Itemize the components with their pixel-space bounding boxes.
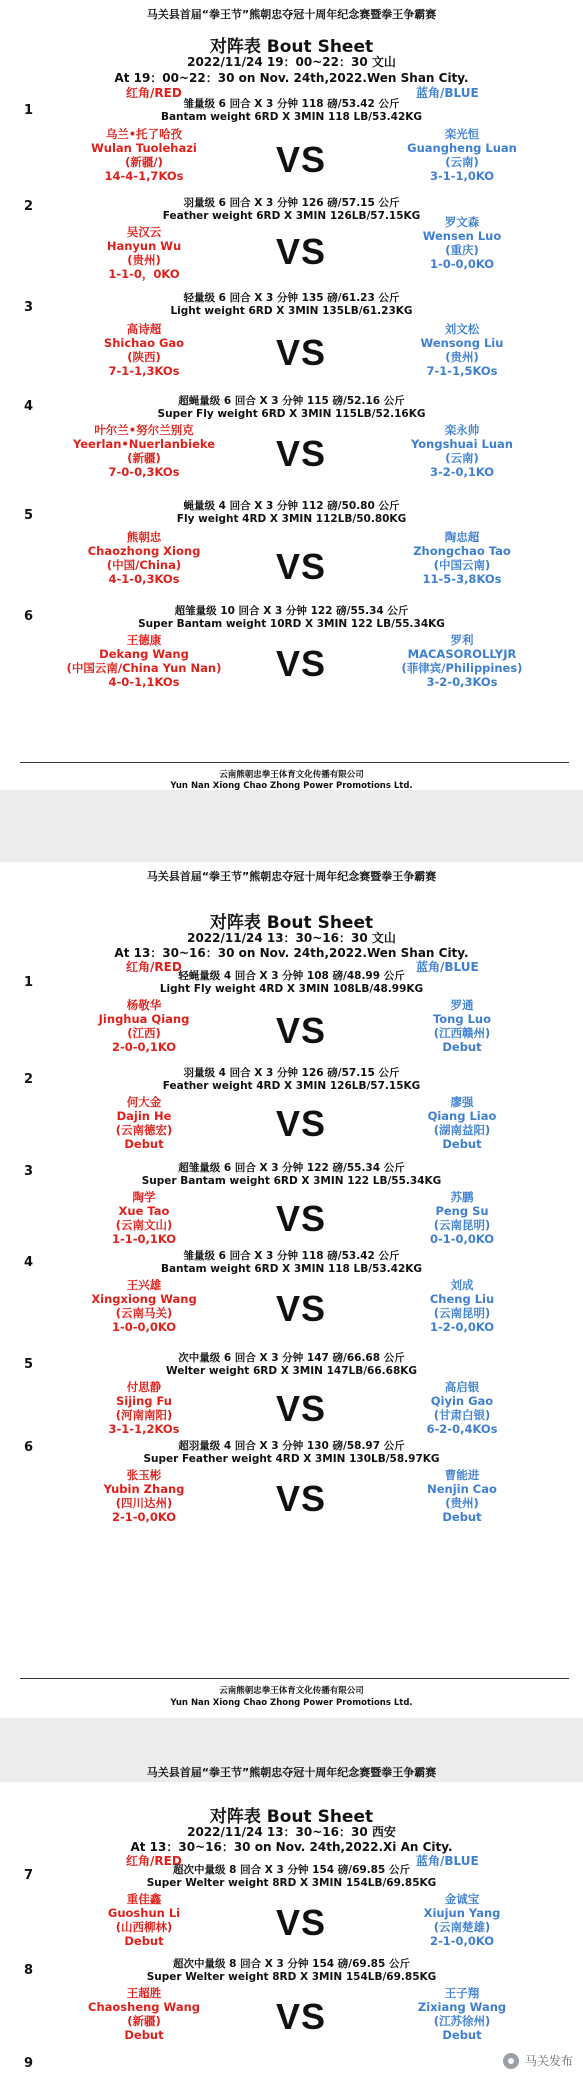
bout xyxy=(0,1250,583,1350)
fighter-record: 2-1-0,0KO xyxy=(429,1934,495,1948)
fighter-record: 4-0-1,1KOs xyxy=(108,675,180,689)
weight-class-cn: 轻量级 6 回合 X 3 分钟 135 磅/61.23 公斤 xyxy=(183,292,400,304)
fighter-name-cn: 苏鹏 xyxy=(450,1190,474,1204)
blue-fighter xyxy=(362,1095,562,1151)
fighter-record: Debut xyxy=(442,1137,482,1151)
fighter-name-cn: 王兴雄 xyxy=(126,1278,162,1292)
weight-class-cn: 蝇量级 4 回合 X 3 分钟 112 磅/50.80 公斤 xyxy=(183,500,400,512)
bout xyxy=(0,1067,583,1167)
vs-label: VS xyxy=(275,1902,327,1943)
fighter-name-en: Chaozhong Xiong xyxy=(87,544,201,558)
blue-fighter xyxy=(362,998,562,1054)
fighter-record: 3-2-0,3KOs xyxy=(426,675,498,689)
fighter-origin: (云南马关) xyxy=(115,1306,173,1320)
bout xyxy=(0,1864,583,1964)
blue-fighter xyxy=(362,1190,562,1246)
fighter-record: 3-1-1,2KOs xyxy=(108,1422,180,1436)
fighter-origin: (山西柳林) xyxy=(115,1920,173,1934)
sheet-title: 对阵表 Bout Sheet xyxy=(209,913,374,933)
vs-label: VS xyxy=(275,1388,327,1429)
blue-fighter xyxy=(362,1892,562,1948)
fighter-name-cn: 栾光恒 xyxy=(444,127,480,141)
weight-class-en: Welter weight 6RD X 3MIN 147LB/66.68KG xyxy=(165,1365,418,1377)
fighter-name-cn: 王德康 xyxy=(126,633,162,647)
vs-label: VS xyxy=(275,1010,327,1051)
date-line: 2022/11/24 19：00~22：30 文山 xyxy=(187,55,396,69)
blue-fighter xyxy=(362,423,562,479)
red-fighter xyxy=(44,1380,244,1436)
fighter-origin: (中国/China) xyxy=(106,558,182,572)
fighter-name-cn: 罗文森 xyxy=(444,215,480,229)
bout-number: 6 xyxy=(24,1440,34,1455)
vs-label: VS xyxy=(275,332,327,373)
vs-label: VS xyxy=(275,1996,327,2037)
weight-class-en: Feather weight 4RD X 3MIN 126LB/57.15KG xyxy=(162,1080,421,1092)
red-fighter xyxy=(44,633,244,689)
fighter-name-en: Wensen Luo xyxy=(422,229,502,243)
fighter-origin: (四川达州) xyxy=(115,1496,173,1510)
fighter-record: 7-1-1,5KOs xyxy=(426,364,498,378)
weight-class-cn: 超蝇量级 6 回合 X 3 分钟 115 磅/52.16 公斤 xyxy=(178,395,405,407)
fighter-record: 2-0-0,1KO xyxy=(111,1040,177,1054)
event-header: 马关县首届“拳王节”熊朝忠夺冠十周年纪念赛暨拳王争霸赛 xyxy=(146,1766,437,1779)
red-fighter xyxy=(44,1986,244,2042)
weight-class-cn: 羽量级 6 回合 X 3 分钟 126 磅/57.15 公斤 xyxy=(183,197,400,209)
vs-label: VS xyxy=(275,1478,327,1519)
fighter-origin: (新疆/) xyxy=(125,155,163,169)
date-line: 2022/11/24 13：30~16：30 西安 xyxy=(187,1825,396,1839)
fighter-name-en: Chaosheng Wang xyxy=(88,2000,200,2014)
fighter-record: Debut xyxy=(124,1137,164,1151)
fighter-name-en: Xingxiong Wang xyxy=(91,1292,197,1306)
footer-company-en: Yun Nan Xiong Chao Zhong Power Promotions Ltd. xyxy=(170,1698,413,1708)
fighter-name-en: Dajin He xyxy=(116,1109,172,1123)
red-corner-label: 红角/RED xyxy=(126,86,182,100)
fighter-origin: (甘肃白银) xyxy=(433,1408,491,1422)
bout-number: 1 xyxy=(24,975,34,990)
fighter-record: 7-1-1,3KOs xyxy=(108,364,180,378)
bout xyxy=(0,1352,583,1452)
footer-company-cn: 云南熊朝忠拳王体育文化传播有限公司 xyxy=(219,1686,364,1696)
event-header: 马关县首届“拳王节”熊朝忠夺冠十周年纪念赛暨拳王争霸赛 xyxy=(146,8,437,21)
fighter-name-cn: 廖强 xyxy=(450,1095,474,1109)
weight-class-en: Super Fly weight 6RD X 3MIN 115LB/52.16KG xyxy=(157,408,426,420)
fighter-name-cn: 何大金 xyxy=(126,1095,162,1109)
fighter-name-cn: 陶忠超 xyxy=(444,530,480,544)
fighter-name-en: Shichao Gao xyxy=(103,336,185,350)
weight-class-cn: 超羽量级 4 回合 X 3 分钟 130 磅/58.97 公斤 xyxy=(178,1440,405,1452)
fighter-name-cn: 王超胜 xyxy=(126,1986,162,2000)
vs-label: VS xyxy=(275,231,327,272)
fighter-name-cn: 高诗超 xyxy=(126,322,162,336)
footer-company-cn: 云南熊朝忠拳王体育文化传播有限公司 xyxy=(219,770,364,780)
fighter-name-cn: 陶学 xyxy=(132,1190,156,1204)
red-corner-label: 红角/RED xyxy=(126,960,182,974)
bout xyxy=(0,395,583,495)
fighter-name-en: Wulan Tuolehazi xyxy=(91,141,197,155)
fighter-origin: (贵州) xyxy=(445,1496,479,1510)
fighter-name-en: Yubin Zhang xyxy=(103,1482,185,1496)
fighter-name-en: Zhongchao Tao xyxy=(413,544,511,558)
fighter-origin: (贵州) xyxy=(445,350,479,364)
blue-fighter xyxy=(362,1468,562,1524)
fighter-origin: (新疆) xyxy=(127,2014,161,2028)
fighter-origin: (云南昆明) xyxy=(433,1306,491,1320)
fighter-name-en: Nenjin Cao xyxy=(427,1482,497,1496)
weight-class-en: Light weight 6RD X 3MIN 135LB/61.23KG xyxy=(170,305,413,317)
fighter-origin: (云南昆明) xyxy=(433,1218,491,1232)
fighter-origin: (贵州) xyxy=(127,253,161,267)
fighter-name-en: Jinghua Qiang xyxy=(98,1012,190,1026)
fighter-name-en: Wensong Liu xyxy=(420,336,504,350)
time-line: At 13：30~16：30 on Nov. 24th,2022.Xi An City. xyxy=(130,1840,453,1854)
fighter-record: 1-2-0,0KO xyxy=(429,1320,495,1334)
sheet-divider xyxy=(0,790,583,862)
bout-number: 1 xyxy=(24,103,34,118)
red-fighter xyxy=(44,998,244,1054)
blue-fighter xyxy=(362,322,562,378)
bout-number: 6 xyxy=(24,609,34,624)
bout xyxy=(0,970,583,1070)
weight-class-cn: 雏量级 6 回合 X 3 分钟 118 磅/53.42 公斤 xyxy=(183,98,400,110)
fighter-name-en: Guoshun Li xyxy=(107,1906,181,1920)
fighter-record: Debut xyxy=(124,1934,164,1948)
fighter-name-cn: 乌兰•托了哈孜 xyxy=(105,127,183,141)
fighter-name-en: Sijing Fu xyxy=(115,1394,172,1408)
fighter-record: 1-1-0，0KO xyxy=(108,267,180,281)
fighter-name-cn: 付思静 xyxy=(126,1380,162,1394)
footer-company-en: Yun Nan Xiong Chao Zhong Power Promotions Ltd. xyxy=(170,781,413,791)
blue-fighter xyxy=(362,1278,562,1334)
weight-class-en: Super Welter weight 8RD X 3MIN 154LB/69.85KG xyxy=(146,1971,437,1983)
fighter-name-cn: 栾永帅 xyxy=(444,423,480,437)
bout xyxy=(0,500,583,600)
weight-class-en: Bantam weight 6RD X 3MIN 118 LB/53.42KG xyxy=(160,111,423,123)
weight-class-cn: 次中量级 6 回合 X 3 分钟 147 磅/66.68 公斤 xyxy=(178,1352,405,1364)
wechat-icon xyxy=(503,2053,519,2069)
blue-fighter xyxy=(362,1986,562,2042)
fighter-record: 1-0-0,0KO xyxy=(429,257,495,271)
fighter-origin: (陕西) xyxy=(127,350,161,364)
fighter-name-en: Tong Luo xyxy=(432,1012,492,1026)
fighter-name-cn: 刘成 xyxy=(450,1278,474,1292)
weight-class-en: Feather weight 6RD X 3MIN 126LB/57.15KG xyxy=(162,210,421,222)
fighter-record: 3-2-0,1KO xyxy=(429,465,495,479)
date-line: 2022/11/24 13：30~16：30 文山 xyxy=(187,931,396,945)
fighter-record: 2-1-0,0KO xyxy=(111,1510,177,1524)
fighter-record: 3-1-1,0KO xyxy=(429,169,495,183)
weight-class-en: Super Feather weight 4RD X 3MIN 130LB/58.97KG xyxy=(143,1453,440,1465)
blue-fighter xyxy=(362,633,562,689)
fighter-name-en: Xiujun Yang xyxy=(423,1906,501,1920)
red-fighter xyxy=(44,423,244,479)
fighter-name-en: MACASOROLLYJR xyxy=(407,647,517,661)
weight-class-en: Super Bantam weight 10RD X 3MIN 122 LB/55.34KG xyxy=(138,618,445,630)
vs-label: VS xyxy=(275,1103,327,1144)
fighter-record: 1-0-0,0KO xyxy=(111,1320,177,1334)
fighter-name-cn: 刘文松 xyxy=(444,322,480,336)
watermark xyxy=(503,2052,573,2069)
blue-fighter xyxy=(362,530,562,586)
red-corner-label: 红角/RED xyxy=(126,1854,182,1868)
fighter-name-cn: 杨敬华 xyxy=(126,998,162,1012)
weight-class-en: Fly weight 4RD X 3MIN 112LB/50.80KG xyxy=(176,513,407,525)
blue-fighter xyxy=(362,127,562,183)
weight-class-en: Super Bantam weight 6RD X 3MIN 122 LB/55.34KG xyxy=(141,1175,442,1187)
fighter-origin: (云南楚雄) xyxy=(433,1920,491,1934)
fighter-record: 7-0-0,3KOs xyxy=(108,465,180,479)
red-fighter xyxy=(44,127,244,183)
weight-class-cn: 羽量级 4 回合 X 3 分钟 126 磅/57.15 公斤 xyxy=(183,1067,400,1079)
fighter-origin: (中国云南) xyxy=(433,558,491,572)
fighter-origin: (江西) xyxy=(127,1026,161,1040)
weight-class-en: Light Fly weight 4RD X 3MIN 108LB/48.99KG xyxy=(159,983,424,995)
fighter-origin: (云南) xyxy=(445,155,479,169)
fighter-name-en: Cheng Liu xyxy=(429,1292,495,1306)
red-fighter xyxy=(44,1892,244,1948)
weight-class-cn: 轻蝇量级 4 回合 X 3 分钟 108 磅/48.99 公斤 xyxy=(178,970,405,982)
fighter-name-en: Zixiang Wang xyxy=(417,2000,507,2014)
fighter-name-en: Peng Su xyxy=(435,1204,489,1218)
fighter-name-cn: 曹能进 xyxy=(444,1468,480,1482)
fighter-name-en: Xue Tao xyxy=(118,1204,170,1218)
bout-number: 3 xyxy=(24,300,34,315)
fighter-origin: (新疆) xyxy=(127,451,161,465)
fighter-name-en: Dekang Wang xyxy=(99,647,189,661)
weight-class-cn: 超雏量级 6 回合 X 3 分钟 122 磅/55.34 公斤 xyxy=(178,1162,405,1174)
watermark-text: 马关发布 xyxy=(524,2054,573,2068)
bout xyxy=(0,1440,583,1540)
fighter-record: 14-4-1,7KOs xyxy=(104,169,184,183)
fighter-name-en: Qiang Liao xyxy=(427,1109,497,1123)
fighter-record: 6-2-0,4KOs xyxy=(426,1422,498,1436)
blue-corner-label: 蓝角/BLUE xyxy=(416,86,479,100)
bout xyxy=(0,292,583,392)
fighter-name-en: Guangheng Luan xyxy=(407,141,517,155)
fighter-name-cn: 罗通 xyxy=(450,998,474,1012)
red-fighter xyxy=(44,1190,244,1246)
fighter-name-cn: 高启银 xyxy=(444,1380,480,1394)
vs-label: VS xyxy=(275,643,327,684)
fighter-origin: (河南南阳) xyxy=(115,1408,173,1422)
red-fighter xyxy=(44,225,244,281)
bout-number: 2 xyxy=(24,1072,34,1087)
bout-number: 3 xyxy=(24,1164,34,1179)
fighter-origin: (重庆) xyxy=(445,243,479,257)
vs-label: VS xyxy=(275,433,327,474)
weight-class-en: Super Welter weight 8RD X 3MIN 154LB/69.85KG xyxy=(146,1877,437,1889)
fighter-name-cn: 王子翔 xyxy=(444,1986,480,2000)
fighter-record: 11-5-3,8KOs xyxy=(422,572,502,586)
red-fighter xyxy=(44,1468,244,1524)
fighter-name-cn: 罗利 xyxy=(450,633,474,647)
fighter-name-cn: 叶尔兰•努尔兰别克 xyxy=(94,423,194,437)
fighter-origin: (江苏徐州) xyxy=(433,2014,491,2028)
fighter-origin: (云南文山) xyxy=(115,1218,173,1232)
fighter-name-en: Yongshuai Luan xyxy=(411,437,513,451)
footer-rule xyxy=(20,1678,569,1679)
sheet-title: 对阵表 Bout Sheet xyxy=(209,1807,374,1827)
fighter-record: Debut xyxy=(442,1040,482,1054)
blue-fighter xyxy=(362,1380,562,1436)
vs-label: VS xyxy=(275,1288,327,1329)
bout-number: 7 xyxy=(24,1868,34,1883)
red-fighter xyxy=(44,1278,244,1334)
bout xyxy=(0,1958,583,2058)
fighter-name-cn: 吴汉云 xyxy=(126,225,162,239)
fighter-name-cn: 张玉彬 xyxy=(126,1468,162,1482)
fighter-origin: (云南德宏) xyxy=(115,1123,173,1137)
fighter-record: 1-1-0,1KO xyxy=(111,1232,177,1246)
sheet-title: 对阵表 Bout Sheet xyxy=(209,37,374,57)
bout-number: 2 xyxy=(24,199,34,214)
fighter-name-cn: 重佳鑫 xyxy=(126,1892,162,1906)
fighter-record: 4-1-0,3KOs xyxy=(108,572,180,586)
event-header: 马关县首届“拳王节”熊朝忠夺冠十周年纪念赛暨拳王争霸赛 xyxy=(146,870,437,883)
bout-number: 4 xyxy=(24,1255,34,1270)
bout-number: 5 xyxy=(24,1357,34,1372)
blue-corner-label: 蓝角/BLUE xyxy=(416,960,479,974)
red-fighter xyxy=(44,322,244,378)
bout-number: 5 xyxy=(24,508,34,523)
fighter-origin: (江西赣州) xyxy=(433,1026,491,1040)
time-line: At 19：00~22：30 on Nov. 24th,2022.Wen Shan City. xyxy=(114,71,469,85)
bout xyxy=(0,197,583,297)
bout xyxy=(0,95,583,195)
red-fighter xyxy=(44,1095,244,1151)
fighter-name-cn: 熊朝忠 xyxy=(126,530,162,544)
weight-class-en: Bantam weight 6RD X 3MIN 118 LB/53.42KG xyxy=(160,1263,423,1275)
weight-class-cn: 超次中量级 8 回合 X 3 分钟 154 磅/69.85 公斤 xyxy=(173,1958,410,1970)
fighter-name-en: Hanyun Wu xyxy=(106,239,182,253)
vs-label: VS xyxy=(275,139,327,180)
weight-class-cn: 超雏量级 10 回合 X 3 分钟 122 磅/55.34 公斤 xyxy=(174,605,409,617)
fighter-origin: (中国云南/China Yun Nan) xyxy=(66,661,222,675)
weight-class-cn: 超次中量级 8 回合 X 3 分钟 154 磅/69.85 公斤 xyxy=(173,1864,410,1876)
vs-label: VS xyxy=(275,546,327,587)
red-fighter xyxy=(44,530,244,586)
fighter-origin: (云南) xyxy=(445,451,479,465)
vs-label: VS xyxy=(275,1198,327,1239)
fighter-record: Debut xyxy=(124,2028,164,2042)
bout-number: 9 xyxy=(24,2056,34,2071)
blue-corner-label: 蓝角/BLUE xyxy=(416,1854,479,1868)
fighter-origin: (湖南益阳) xyxy=(433,1123,491,1137)
time-line: At 13：30~16：30 on Nov. 24th,2022.Wen Shan City. xyxy=(114,946,469,960)
fighter-name-en: Yeerlan•Nuerlanbieke xyxy=(72,437,216,451)
weight-class-cn: 雏量级 6 回合 X 3 分钟 118 磅/53.42 公斤 xyxy=(183,1250,400,1262)
fighter-record: 0-1-0,0KO xyxy=(429,1232,495,1246)
blue-fighter xyxy=(362,215,562,271)
footer-rule xyxy=(20,762,569,763)
bout xyxy=(0,605,583,705)
bout-number: 4 xyxy=(24,399,34,414)
fighter-record: Debut xyxy=(442,1510,482,1524)
bout xyxy=(0,1162,583,1262)
fighter-name-en: Qiyin Gao xyxy=(430,1394,494,1408)
fighter-origin: (菲律宾/Philippines) xyxy=(401,661,523,675)
fighter-record: Debut xyxy=(442,2028,482,2042)
fighter-name-cn: 金诚宝 xyxy=(444,1892,480,1906)
bout-number: 8 xyxy=(24,1963,34,1978)
